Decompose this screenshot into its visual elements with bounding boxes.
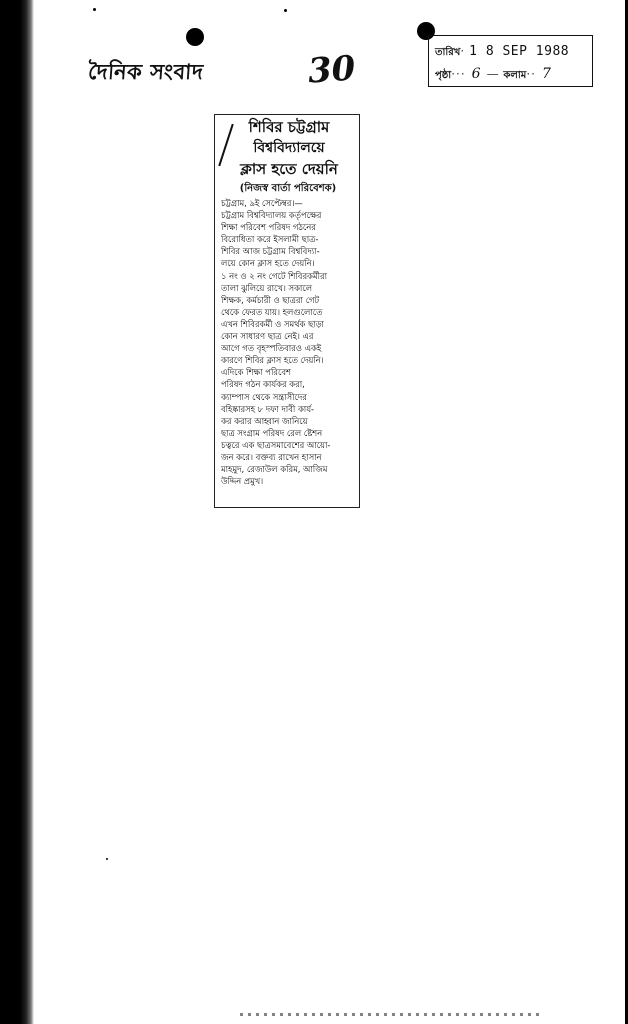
article-body-line: কোন সাধারণ ছাত্র নেই। এর [221,331,314,342]
article-body-line: চত্বরে এক ছাত্রসমাবেশের আয়ো- [221,439,331,450]
article-body-line: তালা ঝুলিয়ে রাখে। সকালে [221,282,312,293]
newspaper-clipping [214,114,360,508]
stamp-date-row: তারিখ· 1 8 SEP 1988 [435,44,570,59]
punch-hole-left [186,28,204,46]
article-body-line: ১ নং ও ২ নং গেটে শিবিরকর্মীরা [221,270,327,281]
handwritten-page-number: 30 [306,48,357,92]
article-body-line: শিক্ষক, কর্মচারী ও ছাত্ররা গেট [221,294,320,305]
stamp-page-row: পৃষ্ঠা··· 6 — কলাম·· 7 [435,66,551,82]
scan-speck [106,858,108,860]
scan-noise [240,1013,540,1016]
article-body-line: বহিষ্কারসহ ৮ দফা দাবী কার্য- [221,403,315,414]
stamp-column-value: 7 [541,66,551,82]
headline-line: শিবির চট্টগ্রাম [248,118,330,136]
newspaper-masthead: দৈনিক সংবাদ [87,60,205,84]
stamp-page-value: 6 [471,66,481,82]
stamp-date-value: 1 8 SEP 1988 [469,44,570,59]
article-body-line: থেকে ফেরত যায়। হলগুলোতে [221,306,323,317]
stamp-column-label: কলাম [503,70,527,81]
article-body-line: এখন শিবিরকর্মী ও সমর্থক ছাড়া [221,318,324,329]
headline-line: ক্লাস হতে দেয়নি [240,160,338,178]
article-body-line: চট্টগ্রাম বিশ্ববিদ্যালয় কর্তৃপক্ষের [221,210,322,221]
article-body [221,197,355,487]
scan-speck [284,9,287,12]
article-byline: (নিজস্ব বার্তা পরিবেশক) [239,183,337,194]
article-body-line: আগে গত বৃহস্পতিবারও একই [221,343,322,354]
article-headline [223,117,355,180]
stamp-date-label: তারিখ [435,47,461,58]
article-body-line: ক্যাম্পাস থেকে সন্ত্রাসীদের [221,391,307,402]
article-body-line: শিক্ষা পরিবেশ পরিষদ গঠনের [221,222,316,233]
article-body-line: পরিষদ গঠন কার্যকর করা, [221,379,305,390]
article-body-line: বিরোধিতা করে ইসলামী ছাত্র- [221,234,319,245]
article-body-line: চট্টগ্রাম, ৯ই সেপ্টেম্বর।— [221,198,303,208]
article-body-line: মাহমুদ, রেজাউল করিম, আজিম [221,464,328,475]
article-body-line: উদ্দিন প্রমুখ। [221,476,264,487]
scan-left-edge [0,0,34,1024]
article-body-line: শিবির আজ চট্টগ্রাম বিশ্ববিদ্যা- [221,246,320,257]
article-body-line: জন করে। বক্তব্য রাখেন হাসান [221,451,322,462]
article-body-line: কর করার আহ্বান জানিয়ে [221,415,308,426]
date-stamp [428,35,593,87]
stamp-page-label: পৃষ্ঠা [435,70,452,81]
article-body-line: ছাত্র সংগ্রাম পরিষদ রেল ষ্টেশন [221,427,323,438]
article-body-line: লয়ে কোন ক্লাস হতে দেয়নি। [221,258,315,269]
article-body-line: এদিকে শিক্ষা পরিবেশ [221,367,291,378]
article-body-line: কারণে শিবির ক্লাস হতে দেয়নি। [221,355,324,366]
scan-speck [93,8,96,11]
headline-line: বিশ্ববিদ্যালয়ে [253,140,325,156]
